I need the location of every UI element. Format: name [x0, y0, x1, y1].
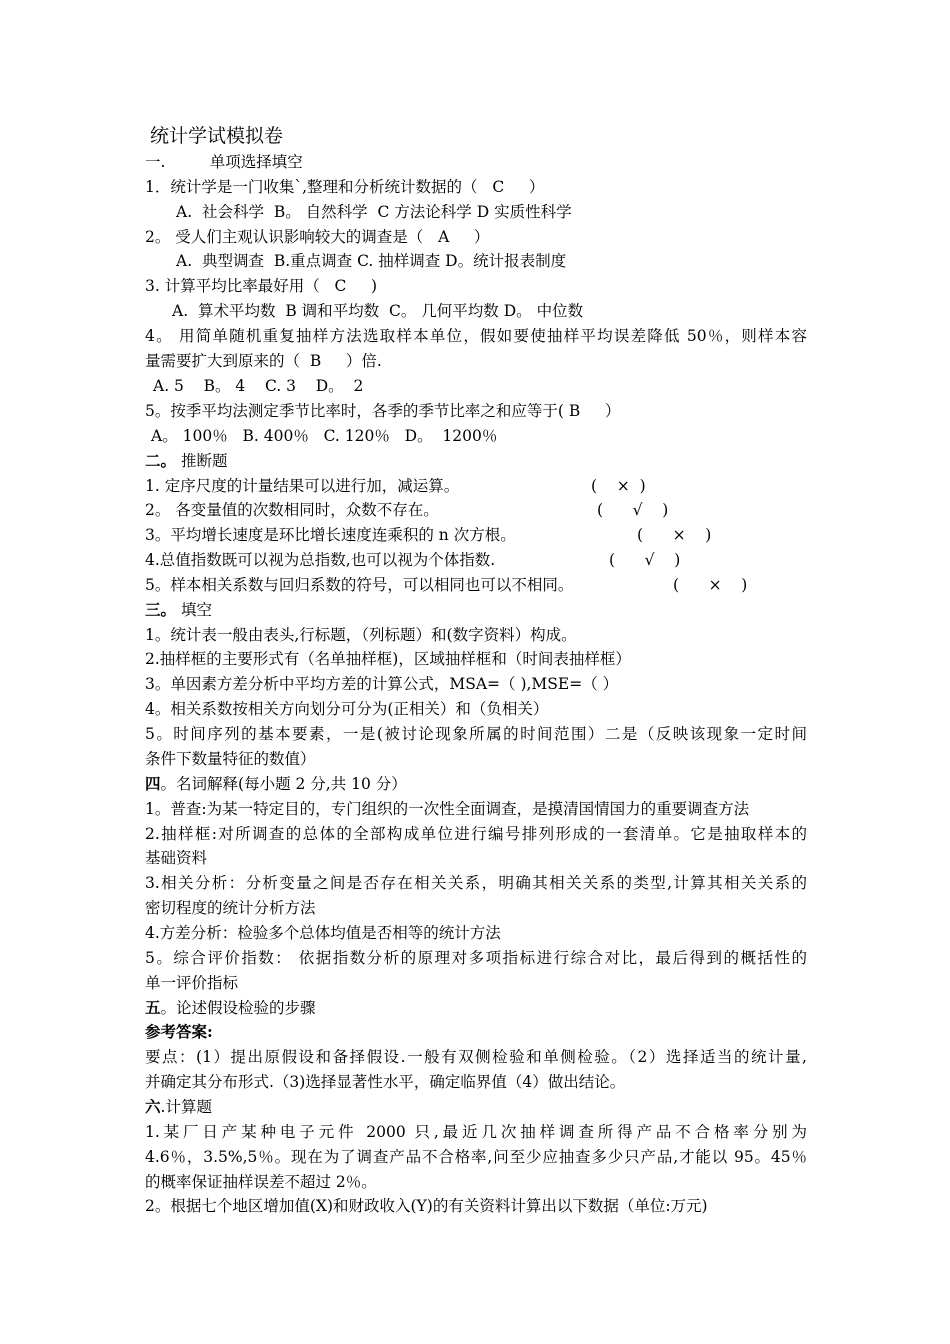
section-5-heading: 五。论述假设检验的步骤: [145, 998, 316, 1017]
calc-2: 2。根据七个地区增加值(X)和财政收入(Y)的有关资料计算出以下数据（单位:万元): [145, 1197, 708, 1215]
judgement-item-2: 2。 各变量值的次数相同时，众数不存在。: [145, 501, 439, 519]
calc-1-line-3: 的概率保证抽样误差不超过 2％。: [145, 1173, 377, 1191]
calc-1-line-1: 1.某厂日产某种电子元件 2000 只,最近几次抽样调查所得产品不合格率分别为: [145, 1123, 807, 1141]
answer-label: 参考答案:: [145, 1022, 213, 1041]
definition-5-line-1: 5。综合评价指数： 依据指数分析的原理对多项指标进行综合对比，最后得到的概括性的: [145, 949, 807, 967]
definition-5-line-2: 单一评价指标: [145, 974, 239, 992]
question-4-options: A. 5 B。 4 C. 3 D。 2: [153, 377, 364, 395]
judgement-item-1: 1. 定序尺度的计量结果可以进行加，减运算。: [145, 477, 460, 495]
calc-1-line-2: 4.6％，3.5%,5％。现在为了调查产品不合格率,问至少应抽查多少只产品,才能以 95。45％: [145, 1148, 807, 1166]
definition-4: 4.方差分析：检验多个总体均值是否相等的统计方法: [145, 924, 501, 942]
definition-2-line-2: 基础资料: [145, 849, 208, 867]
fill-item-5-line-1: 5。时间序列的基本要素，一是(被讨论现象所属的时间范围）二是（反映该现象一定时间: [145, 725, 807, 743]
answer-line-1: 要点：(1）提出原假设和备择假设.一般有双侧检验和单侧检验。（2）选择适当的统计量,: [145, 1048, 807, 1066]
question-1: 1．统计学是一门收集`,整理和分析统计数据的（ C ）: [145, 178, 545, 196]
fill-item-4: 4。相关系数按相关方向划分可分为(正相关）和（负相关）: [145, 700, 549, 718]
question-2-options: A. 典型调查 B.重点调查 C. 抽样调查 D。统计报表制度: [176, 252, 567, 270]
question-3: 3. 计算平均比率最好用（ C ): [145, 277, 378, 295]
judgement-item-3: 3。平均增长速度是环比增长速度连乘积的 n 次方根。: [145, 526, 516, 544]
judgement-item-5: 5。样本相关系数与回归系数的符号，可以相同也可以不相同。: [145, 576, 574, 594]
fill-item-1: 1。统计表一般由表头,行标题，（列标题）和(数字资料）构成。: [145, 626, 577, 644]
judgement-mark-1: ( × ): [591, 477, 646, 495]
question-5: 5。按季平均法测定季节比率时，各季的季节比率之和应等于( B ）: [145, 402, 621, 420]
question-3-options: A. 算术平均数 B 调和平均数 C。 几何平均数 D。 中位数: [172, 302, 584, 320]
judgement-mark-2: ( √ ): [597, 501, 669, 519]
question-5-options: A。 100％ B. 400％ C. 120％ D。 1200％: [151, 427, 498, 445]
question-4-line-2: 量需要扩大到原来的（ B ）倍.: [145, 352, 382, 370]
definition-2-line-1: 2.抽样框:对所调查的总体的全部构成单位进行编号排列形成的一套清单。它是抽取样本的: [145, 825, 807, 843]
page-title: 统计学试模拟卷: [150, 125, 284, 147]
question-4-line-1: 4。 用简单随机重复抽样方法选取样本单位，假如要使抽样平均误差降低 50％，则样本容: [145, 327, 807, 345]
section-1-heading: 一. 单项选择填空: [145, 153, 303, 171]
question-2: 2。 受人们主观认识影响较大的调查是（ A ）: [145, 228, 490, 246]
fill-item-5-line-2: 条件下数量特征的数值）: [145, 750, 316, 768]
definition-1: 1。普查:为某一特定目的，专门组织的一次性全面调查，是摸清国情国力的重要调查方法: [145, 800, 750, 818]
section-4-heading: 四。名词解释(每小题 2 分,共 10 分）: [145, 774, 407, 793]
judgement-mark-5: ( × ): [673, 576, 748, 594]
judgement-mark-4: ( √ ): [609, 551, 681, 569]
section-3-heading: 三。 填空: [145, 600, 212, 619]
definition-3-line-2: 密切程度的统计分析方法: [145, 899, 316, 917]
question-1-options: A. 社会科学 B。 自然科学 C 方法论科学 D 实质性科学: [176, 203, 572, 221]
answer-line-2: 并确定其分布形式.（3)选择显著性水平，确定临界值（4）做出结论。: [145, 1073, 626, 1091]
fill-item-2: 2.抽样框的主要形式有（名单抽样框)，区域抽样框和（时间表抽样框）: [145, 650, 631, 668]
section-2-heading: 二。 推断题: [145, 451, 228, 470]
judgement-mark-3: ( × ): [637, 526, 712, 544]
fill-item-3: 3。单因素方差分析中平均方差的计算公式，MSA=（ ),MSE=（ ）: [145, 675, 619, 693]
judgement-item-4: 4.总值指数既可以视为总指数,也可以视为个体指数.: [145, 551, 496, 569]
section-6-heading: 六.计算题: [145, 1097, 212, 1116]
definition-3-line-1: 3.相关分析：分析变量之间是否存在相关关系，明确其相关关系的类型,计算其相关关系的: [145, 874, 807, 892]
